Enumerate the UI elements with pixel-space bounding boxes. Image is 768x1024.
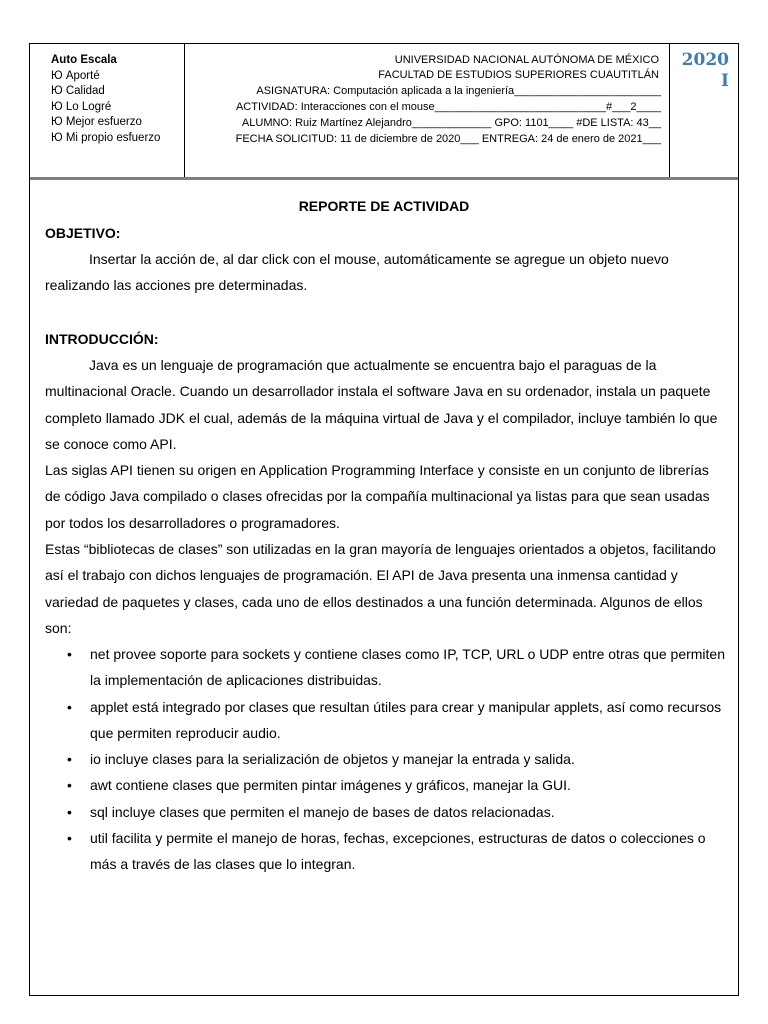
year-label: 2020: [681, 50, 729, 70]
scale-title: Auto Escala: [51, 54, 117, 66]
university-name: UNIVERSIDAD NACIONAL AUTÓNOMA DE MÉXICO: [394, 54, 659, 66]
scale-option: Ю Aporté: [51, 69, 100, 82]
intro-heading: INTRODUCCIÓN:: [45, 331, 159, 347]
list-item: • awt contiene clases que permiten pintar imágenes y gráficos, manejar la GUI.: [45, 772, 725, 798]
bullet-icon: •: [67, 777, 72, 794]
scale-option: Ю Mi propio esfuerzo: [51, 131, 161, 144]
list-item: • io incluye clases para la serialización de objetos y manejar la entrada y salida.: [45, 746, 725, 772]
list-item: • applet está integrado por clases que resultan útiles para crear y manipular applets, así como recursos que permiten reproducir audio.: [45, 694, 725, 747]
scale-option: Ю Calidad: [51, 85, 105, 97]
checkbox-icon: Ю: [51, 100, 63, 113]
document-header: [30, 44, 738, 180]
intro-paragraph: Las siglas API tienen su origen en Application Programming Interface y consiste en un conjunto de librerías de código Java compilado o clases ofrecidas por la compañía multinacional ya listas para que sean usadas por todos los desarrolladores o programadores.: [45, 462, 710, 531]
list-item: • util facilita y permite el manejo de horas, fechas, excepciones, estructuras de datos o colecciones o más a través de las clases que lo integran.: [45, 825, 725, 878]
scale-option: Ю Lo Logré: [51, 100, 112, 113]
year-term: [670, 44, 740, 177]
checkbox-icon: Ю: [51, 131, 63, 144]
api-package-list: [45, 641, 725, 878]
bullet-icon: •: [67, 803, 72, 820]
intro-paragraph: Java es un lenguaje de programación que actualmente se encuentra bajo el paraguas de la multinacional Oracle. Cuando un desarrollador instala el software Java en su ordenador, instala un paquete completo llamado JDK el cual, además de la máquina virtual de Java y el compilador, incluye también lo que se conoce como API.: [45, 357, 718, 452]
report-title: REPORTE DE ACTIVIDAD: [298, 198, 470, 214]
subject-line: ASIGNATURA: Computación aplicada a la ingeniería________________________: [256, 85, 661, 97]
dates-line: FECHA SOLICITUD: 11 de diciembre de 2020___ ENTREGA: 24 de enero de 2021___: [235, 133, 661, 145]
document-page: [29, 43, 739, 996]
checkbox-icon: Ю: [51, 69, 63, 82]
bullet-icon: •: [67, 751, 72, 768]
objective-heading: OBJETIVO:: [45, 225, 121, 241]
student-line: ALUMNO: Ruiz Martínez Alejandro_____________ GPO: 1101____ #DE LISTA: 43__: [241, 117, 661, 129]
scale-option: Ю Mejor esfuerzo: [51, 116, 142, 128]
bullet-icon: •: [67, 646, 72, 662]
self-assessment-scale: [30, 44, 185, 177]
bullet-icon: •: [67, 698, 72, 715]
term-label: I: [721, 71, 729, 91]
checkbox-icon: Ю: [51, 116, 63, 128]
bullet-icon: •: [67, 830, 72, 847]
list-item: • net provee soporte para sockets y contiene clases como IP, TCP, URL o UDP entre otras que permiten la implementación de aplicaciones distribuidas.: [45, 641, 725, 694]
checkbox-icon: Ю: [51, 85, 63, 97]
faculty-name: FACULTAD DE ESTUDIOS SUPERIORES CUAUTITLÁN: [378, 69, 659, 81]
header-info: [185, 44, 670, 177]
objective-text: Insertar la acción de, al dar click con el mouse, automáticamente se agregue un objeto nuevo realizando las acciones pre determinadas.: [45, 251, 669, 294]
list-item: • sql incluye clases que permiten el manejo de bases de datos relacionadas.: [45, 799, 725, 825]
intro-paragraph: Estas “bibliotecas de clases” son utilizadas en la gran mayoría de lenguajes orientados a objetos, facilitando así el trabajo con dichos lenguajes de programación. El API de Java presenta una inmensa cantidad y variedad de paquetes y clases, cada uno de ellos destinados a una función determinada. Algunos de ellos son:: [45, 541, 716, 636]
activity-line: ACTIVIDAD: Interacciones con el mouse____________________________#___2____: [235, 101, 661, 113]
